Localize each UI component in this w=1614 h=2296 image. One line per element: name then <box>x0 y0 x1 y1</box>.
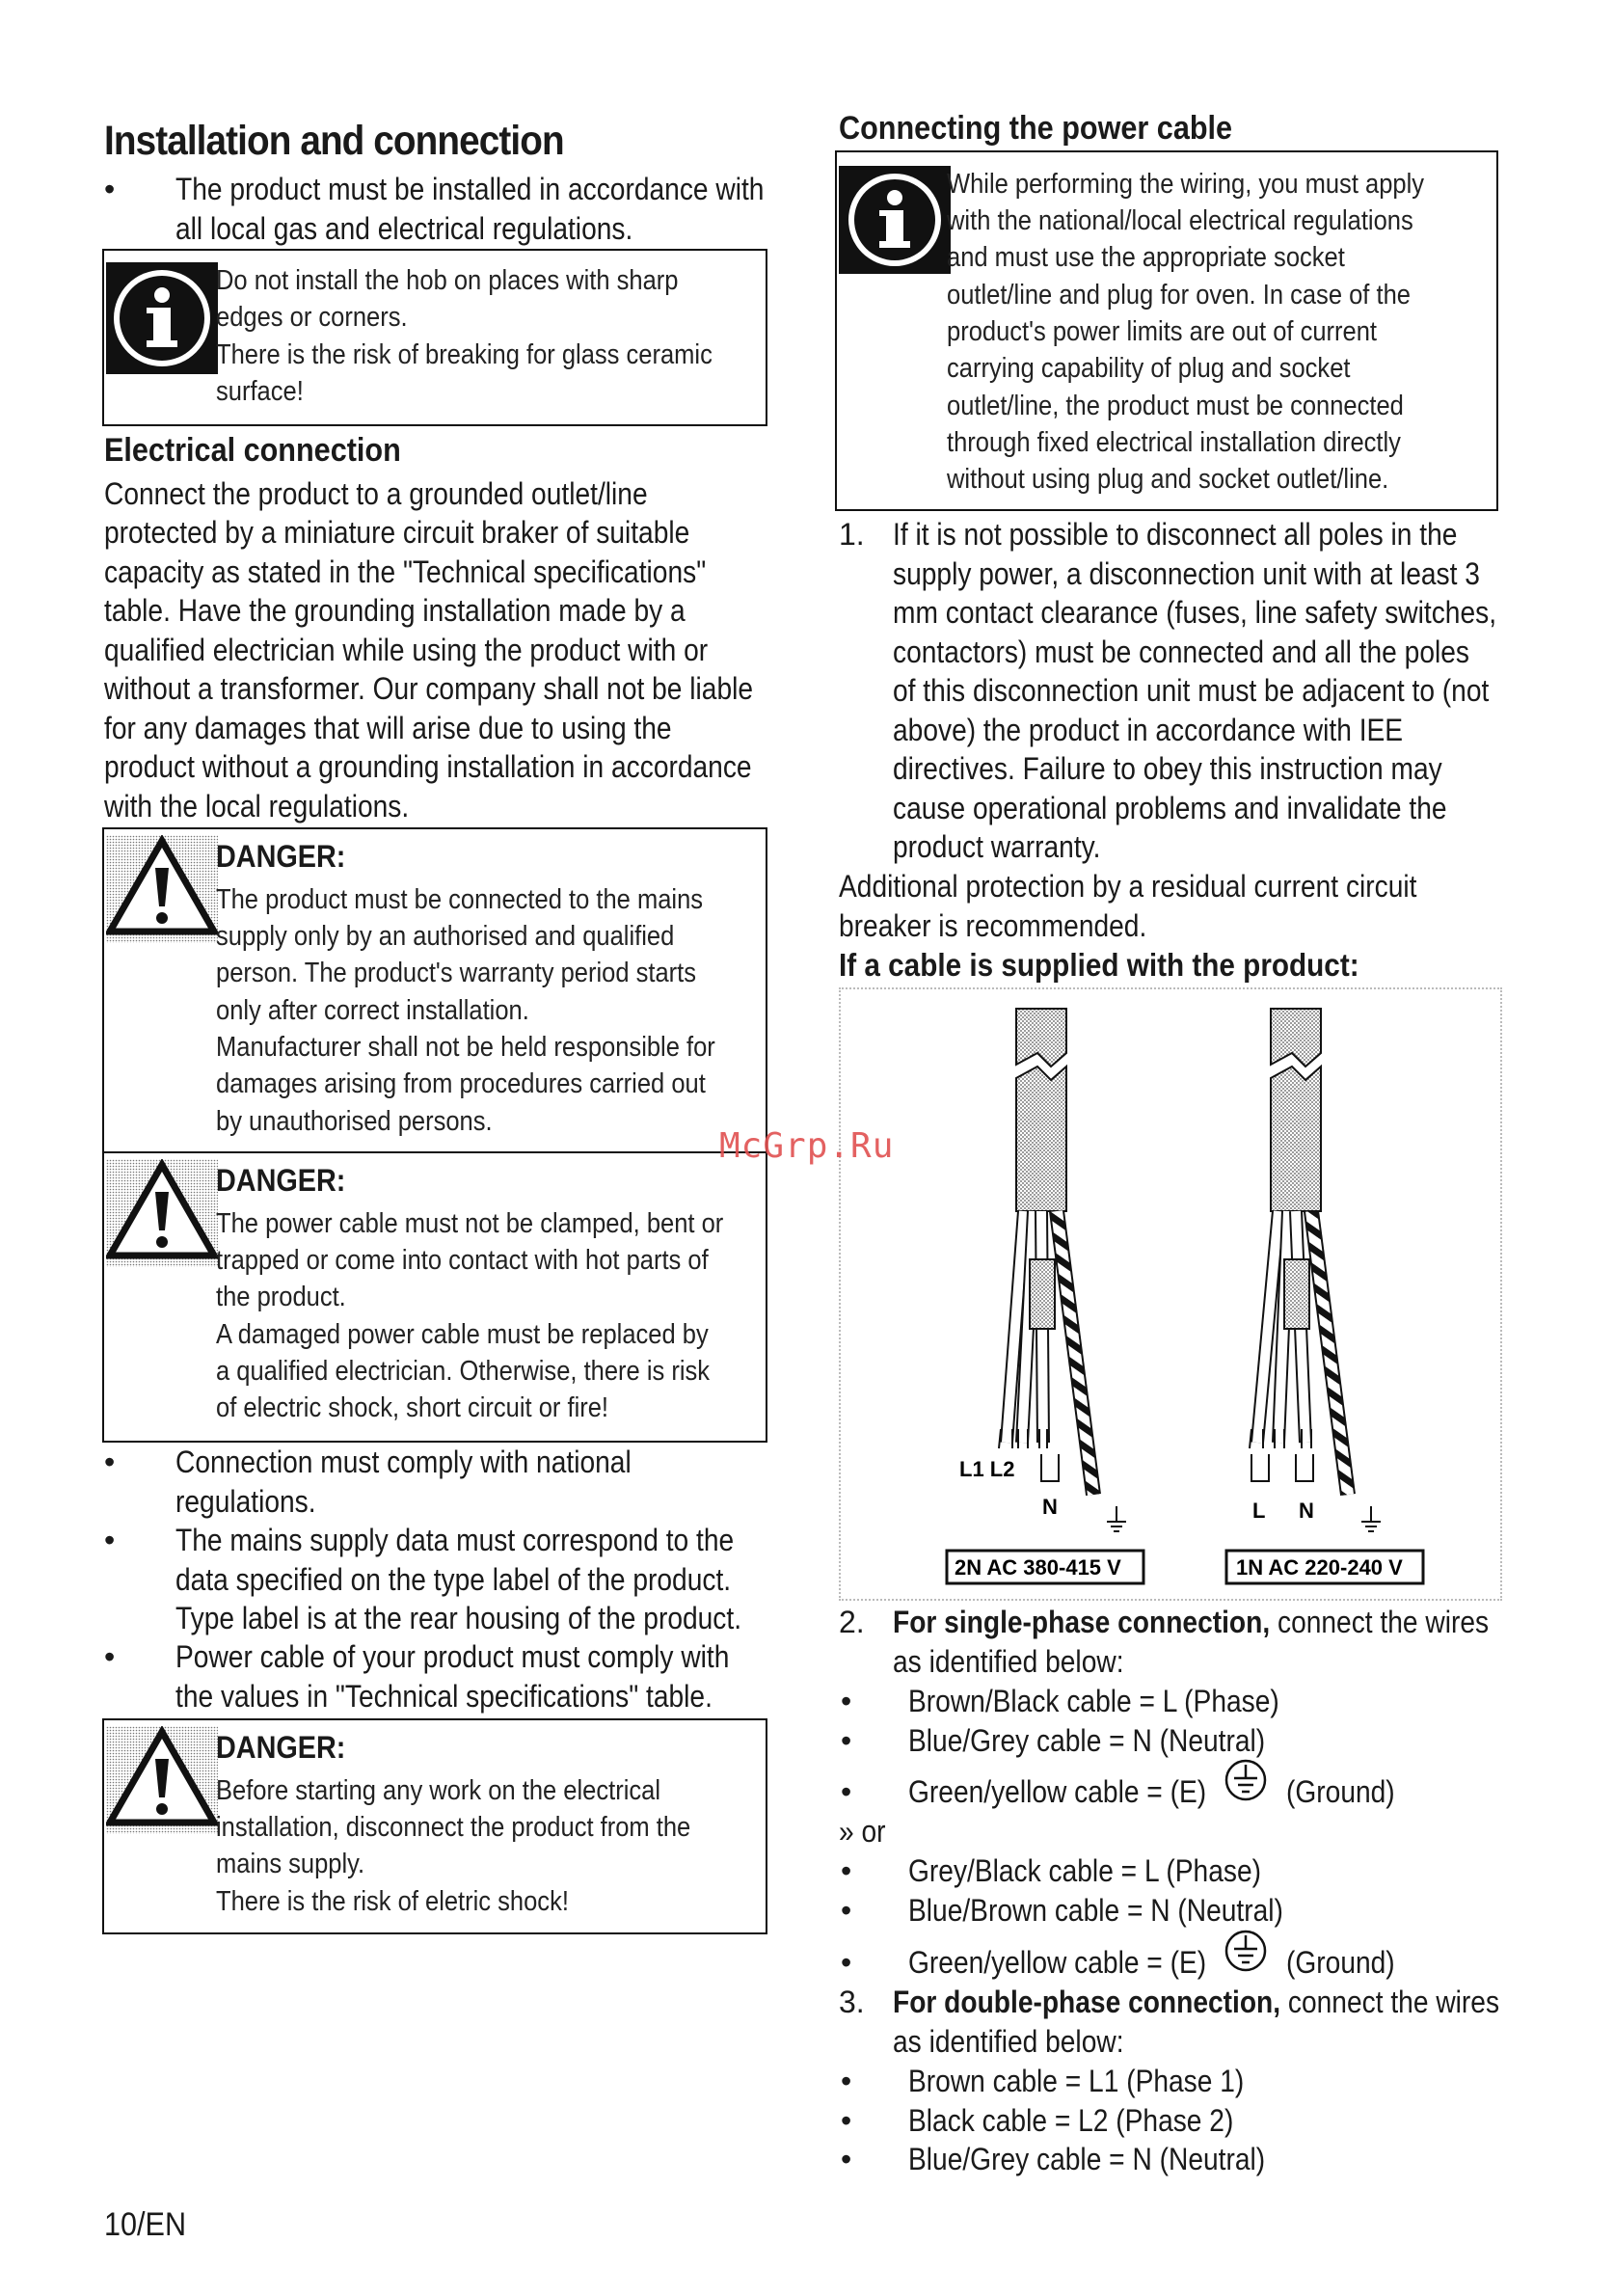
info-line: surface! <box>216 376 304 407</box>
label-n: N <box>1299 1499 1314 1523</box>
danger-title: DANGER: <box>216 1163 346 1198</box>
intro-bullet-line: all local gas and electrical regulations. <box>175 210 633 246</box>
label-n: N <box>1042 1495 1058 1519</box>
danger-title: DANGER: <box>216 1730 346 1765</box>
section-heading: Connecting the power cable <box>839 110 1233 147</box>
warning-icon <box>106 835 218 948</box>
cable-1n-drawing <box>1226 1009 1423 1583</box>
warning-icon <box>106 1159 218 1272</box>
label-l: L <box>1252 1499 1266 1523</box>
danger-box: DANGER: The product must be connected to the mains supply only by an authorised and qualified person. The product's warranty period starts only after correct installation. Manufacturer shall not be held responsible for damages arising from procedures carried out by unauthorised persons. <box>102 827 767 1155</box>
cable-2n-drawing <box>947 1009 1143 1583</box>
danger-box: DANGER: Before starting any work on the electrical installation, disconnect the product from the mains supply. There is the risk of eletric shock! <box>102 1718 767 1934</box>
watermark: McGrp.Ru <box>719 1126 895 1166</box>
ground-label: (Ground) <box>1286 1774 1395 1809</box>
intro-bullet-line: The product must be installed in accordance with <box>175 172 765 206</box>
info-box <box>102 249 767 426</box>
danger-box: DANGER: The power cable must not be clamped, bent or trapped or come into contact with hot parts of the product. A damaged power cable must be replaced by a qualified electrician. Otherwise, there is risk of electric shock, short circuit or fire! <box>102 1151 767 1443</box>
additional-protection-line: breaker is recommended. <box>839 908 1147 943</box>
ground-icon <box>1223 1757 1269 1808</box>
wiring-diagram <box>839 987 1502 1601</box>
info-line: edges or corners. <box>216 302 408 333</box>
or-text: » or <box>839 1814 886 1849</box>
info-icon <box>839 166 951 279</box>
info-line: There is the risk of breaking for glass ceramic <box>216 339 713 370</box>
ground-label: (Ground) <box>1286 1945 1395 1980</box>
label-l1l2: L1 L2 <box>959 1457 1015 1481</box>
additional-protection-line: Additional protection by a residual current circuit <box>839 869 1417 904</box>
page-title: Installation and connection <box>104 118 564 164</box>
warning-icon <box>106 1726 218 1839</box>
electrical-heading: Electrical connection <box>104 432 401 469</box>
info-line: Do not install the hob on places with sharp <box>216 265 679 296</box>
voltage-label-2n: 2N AC 380-415 V <box>955 1555 1121 1580</box>
cable-heading: If a cable is supplied with the product: <box>839 947 1359 983</box>
danger-title: DANGER: <box>216 839 346 874</box>
ground-icon <box>1223 1928 1269 1979</box>
page-number: 10/EN <box>104 2206 187 2243</box>
info-box: While performing the wiring, you must apply with the national/local electrical regulations and must use the appropriate socket outlet/line and plug for oven. In case of the product's power limits are out of current carrying capability of plug and socket outlet/line, the product must be connected through fixed electrical installation directly without using plug and socket outlet/line. <box>835 150 1498 511</box>
voltage-label-1n: 1N AC 220-240 V <box>1236 1555 1403 1580</box>
info-icon <box>106 262 218 379</box>
